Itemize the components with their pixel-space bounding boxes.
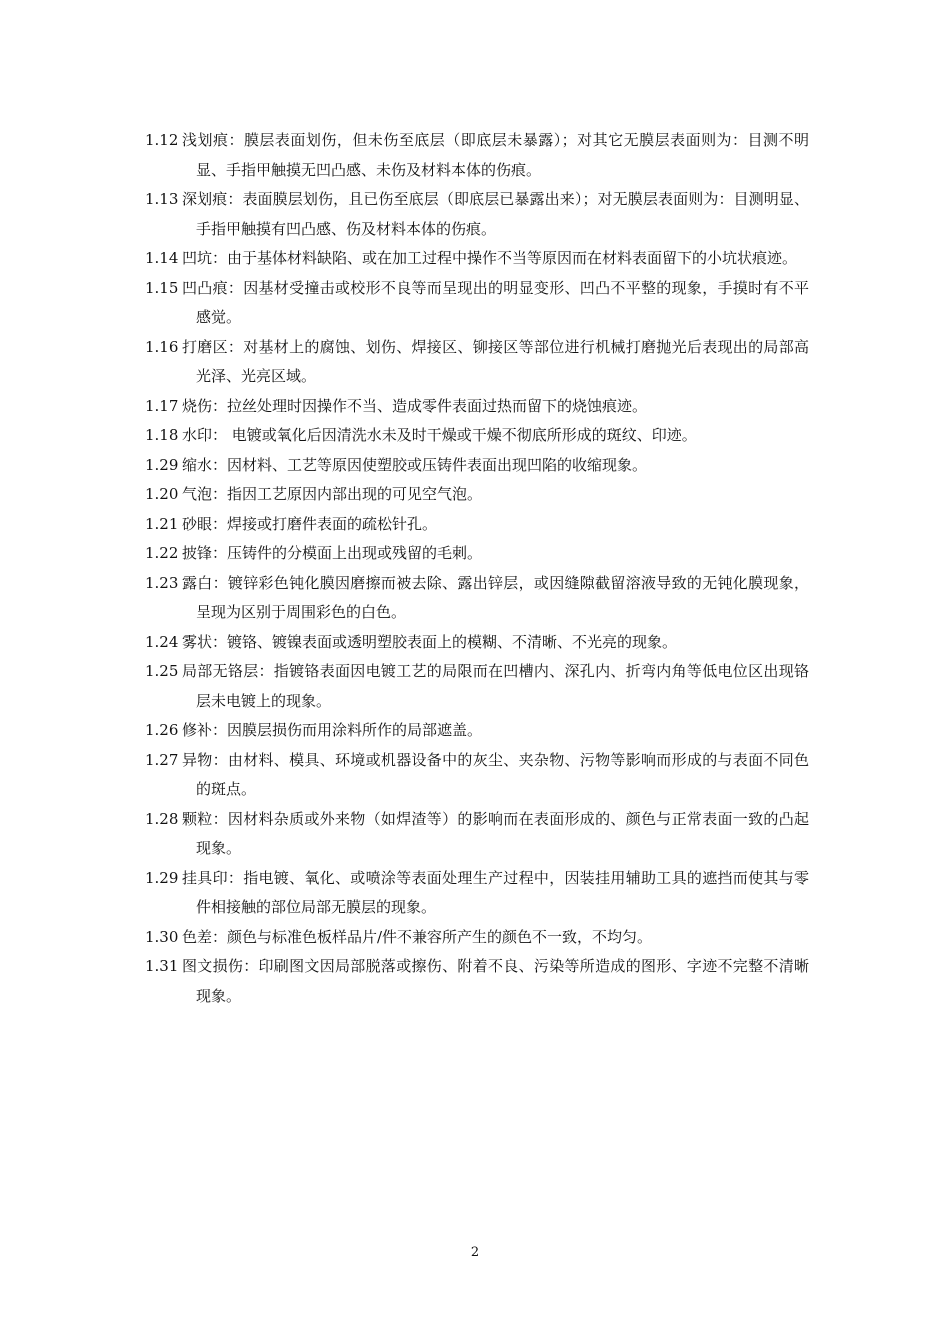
- entry-number: 1.16: [145, 337, 179, 356]
- entry-text: 局部无铬层：指镀铬表面因电镀工艺的局限而在凹槽内、深孔内、折弯内角等低电位区出现铬层未电镀上的现象。: [182, 662, 809, 710]
- entry-number: 1.22: [145, 544, 179, 562]
- definition-entry: [145, 716, 809, 746]
- definition-entry: [145, 805, 809, 864]
- entry-number: 1.28: [145, 809, 179, 828]
- entry-number: 1.30: [145, 927, 179, 946]
- definition-entry: [145, 510, 809, 540]
- entry-number: 1.31: [145, 957, 179, 975]
- definition-entry: [145, 126, 809, 185]
- entry-number: 1.15: [145, 278, 179, 297]
- entry-text: 打磨区：对基材上的腐蚀、划伤、焊接区、铆接区等部位进行机械打磨抛光后表现出的局部高光泽、光亮区域。: [182, 337, 809, 385]
- definition-entry: [145, 274, 809, 333]
- entry-number: 1.21: [145, 514, 179, 533]
- definition-entry: [145, 864, 809, 923]
- entry-number: 1.25: [145, 662, 179, 680]
- entry-number: 1.29: [145, 455, 179, 474]
- definition-entry: [145, 333, 809, 392]
- entry-text: 雾状：镀铬、镀镍表面或透明塑胶表面上的模糊、不清晰、不光亮的现象。: [182, 632, 678, 651]
- definition-entry: [145, 392, 809, 422]
- definition-entry: [145, 628, 809, 658]
- entry-text: 披锋：压铸件的分模面上出现或残留的毛刺。: [182, 544, 483, 562]
- definition-entry: [145, 923, 809, 953]
- entry-number: 1.27: [145, 750, 179, 769]
- entry-text: 浅划痕：膜层表面划伤，但未伤至底层（即底层未暴露）；对其它无膜层表面则为：目测不明显、手指甲触摸无凹凸感、未伤及材料本体的伤痕。: [182, 131, 809, 179]
- definition-entry: [145, 569, 809, 628]
- page-number: 2: [470, 1245, 480, 1260]
- definition-entry: [145, 539, 809, 569]
- definition-entry: [145, 421, 809, 451]
- entry-number: 1.24: [145, 632, 179, 651]
- entry-text: 水印： 电镀或氧化后因清洗水未及时干燥或干燥不彻底所形成的斑纹、印迹。: [182, 426, 697, 444]
- entry-number: 1.14: [145, 249, 179, 267]
- entry-text: 色差：颜色与标准色板样品片/件不兼容所产生的颜色不一致，不均匀。: [182, 927, 653, 946]
- entry-text: 烧伤：拉丝处理时因操作不当、造成零件表面过热而留下的烧蚀痕迹。: [182, 396, 648, 415]
- entry-number: 1.29: [145, 868, 179, 887]
- definition-entry: [145, 746, 809, 805]
- definition-entry: [145, 657, 809, 716]
- entry-text: 挂具印：指电镀、氧化、或喷涂等表面处理生产过程中，因装挂用辅助工具的遮挡而使其与零件相接触的部位局部无膜层的现象。: [182, 868, 809, 916]
- entry-text: 颗粒：因材料杂质或外来物（如焊渣等）的影响而在表面形成的、颜色与正常表面一致的凸起现象。: [182, 809, 809, 857]
- entry-number: 1.18: [145, 426, 179, 444]
- entry-number: 1.17: [145, 396, 179, 415]
- entry-text: 露白：镀锌彩色钝化膜因磨擦而被去除、露出锌层，或因缝隙截留溶液导致的无钝化膜现象，呈现为区别于周围彩色的白色。: [182, 573, 809, 621]
- entry-text: 凹凸痕：因基材受撞击或校形不良等而呈现出的明显变形、凹凸不平整的现象，手摸时有不平感觉。: [182, 278, 809, 326]
- definition-entry: [145, 952, 809, 1011]
- entry-text: 缩水：因材料、工艺等原因使塑胶或压铸件表面出现凹陷的收缩现象。: [182, 455, 648, 474]
- entry-number: 1.13: [145, 190, 179, 208]
- entry-text: 图文损伤：印刷图文因局部脱落或擦伤、附着不良、污染等所造成的图形、字迹不完整不清晰现象。: [182, 957, 809, 1005]
- entry-text: 砂眼：焊接或打磨件表面的疏松针孔。: [182, 514, 438, 533]
- definition-entry: [145, 451, 809, 481]
- definition-entry: [145, 480, 809, 510]
- entry-number: 1.23: [145, 573, 179, 592]
- entry-text: 气泡：指因工艺原因内部出现的可见空气泡。: [182, 485, 483, 503]
- definition-entry: [145, 244, 809, 274]
- document-body: [145, 126, 809, 1011]
- entry-text: 深划痕：表面膜层划伤，且已伤至底层（即底层已暴露出来）；对无膜层表面则为：目测明显、手指甲触摸有凹凸感、伤及材料本体的伤痕。: [182, 190, 809, 238]
- entry-number: 1.12: [145, 131, 179, 149]
- entry-number: 1.20: [145, 485, 179, 503]
- entry-text: 凹坑：由于基体材料缺陷、或在加工过程中操作不当等原因而在材料表面留下的小坑状痕迹。: [182, 249, 798, 267]
- entry-number: 1.26: [145, 721, 179, 739]
- entry-text: 异物：由材料、模具、环境或机器设备中的灰尘、夹杂物、污物等影响而形成的与表面不同色的斑点。: [182, 750, 809, 798]
- definition-entry: [145, 185, 809, 244]
- entry-text: 修补：因膜层损伤而用涂料所作的局部遮盖。: [182, 721, 483, 739]
